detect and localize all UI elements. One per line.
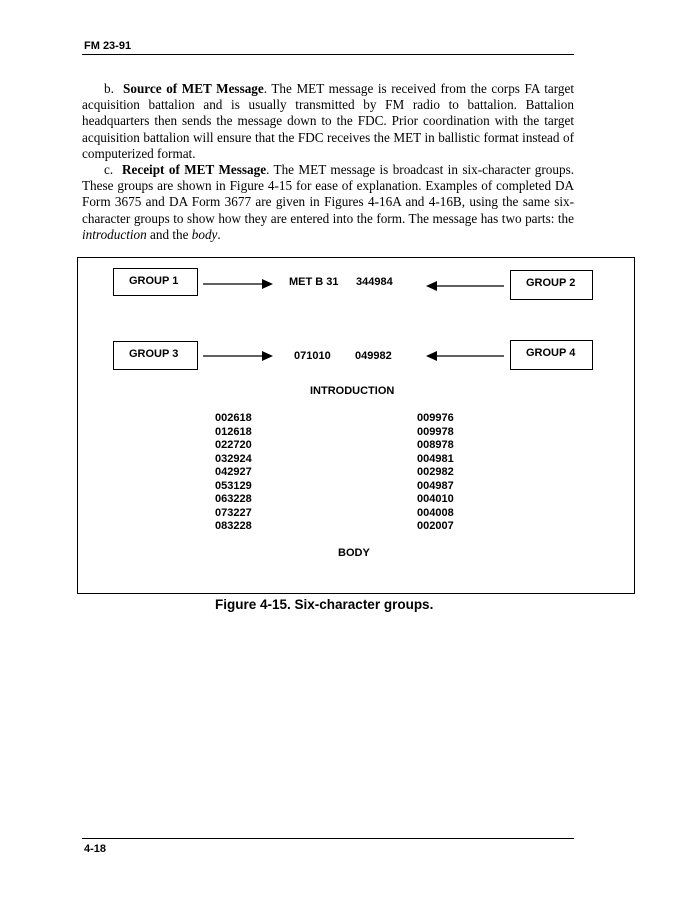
body-left-column: [215, 412, 252, 534]
body-right-value: 004981: [417, 452, 454, 465]
body-right-value: 009976: [417, 412, 454, 424]
introduction-label: INTRODUCTION: [310, 385, 395, 397]
paragraph-title: Receipt of MET Message: [121, 162, 267, 178]
group-2-value: 344984: [356, 276, 393, 288]
group-4-value: 049982: [355, 350, 392, 362]
paragraph-marker: c.: [104, 162, 114, 178]
body-label: BODY: [338, 547, 370, 559]
body-right-column: [417, 412, 454, 534]
paragraph-text: . The MET message is received from the corps FA target acquisition battalion and is usually transmitted by FM radio to battalion. Battalion headquarters then sends the message down to the FDC. Prior coordination with the target acquisition battalion will ensure that the FDC receives the MET in ballistic format instead of computerized format.: [82, 81, 575, 161]
group-3-label: GROUP 3: [129, 348, 179, 360]
footer-rule: [82, 838, 574, 839]
page-number: 4-18: [84, 843, 107, 855]
body-left-value: 032924: [215, 452, 252, 465]
body-right-value: 009978: [417, 425, 454, 438]
body-right-value: 004010: [417, 493, 454, 505]
figure-caption: Figure 4-15. Six-character groups.: [215, 597, 434, 612]
body-left-value: 002618: [215, 412, 252, 424]
body-left-value: 063228: [215, 493, 252, 505]
emphasis-body: body: [191, 226, 218, 242]
arrow-right-icon: [203, 351, 273, 361]
paragraph-text: . The MET message is broadcast in six-character groups. These groups are shown in Figure 4-15 for ease of explanation. Examples of completed DA Form 3675 and DA Form 3677 are given in Figures 4-16A and 4-16B, using the same six-character groups to show how they are entered into the form. The message has two parts: the: [82, 162, 575, 226]
body-right-value: 004008: [417, 506, 454, 519]
group-4-label: GROUP 4: [526, 347, 576, 359]
paragraph-marker: b.: [104, 81, 114, 96]
body-left-value: 073227: [215, 506, 252, 519]
group-1-value: MET B 31: [289, 276, 339, 288]
paragraph-text-end: .: [217, 226, 221, 242]
body-right-value: 002982: [417, 466, 454, 478]
body-right-value: 008978: [417, 439, 454, 451]
body-left-value: 053129: [215, 479, 252, 492]
emphasis-introduction: introduction: [82, 226, 147, 242]
arrow-left-icon: [426, 281, 504, 291]
body-left-value: 022720: [215, 439, 252, 451]
paragraph-title: Source of MET Message: [123, 81, 264, 96]
document-id: FM 23-91: [84, 40, 132, 52]
arrow-right-icon: [203, 279, 273, 289]
arrow-left-icon: [426, 351, 504, 361]
body-right-value: 002007: [417, 520, 454, 532]
group-2-label: GROUP 2: [526, 277, 576, 289]
body-left-value: 012618: [215, 425, 252, 438]
body-left-value: 083228: [215, 520, 252, 532]
group-3-value: 071010: [294, 350, 331, 362]
group-1-label: GROUP 1: [129, 275, 179, 287]
body-left-value: 042927: [215, 466, 252, 478]
paragraph-text-mid: and the: [146, 226, 192, 242]
body-right-value: 004987: [417, 479, 454, 492]
